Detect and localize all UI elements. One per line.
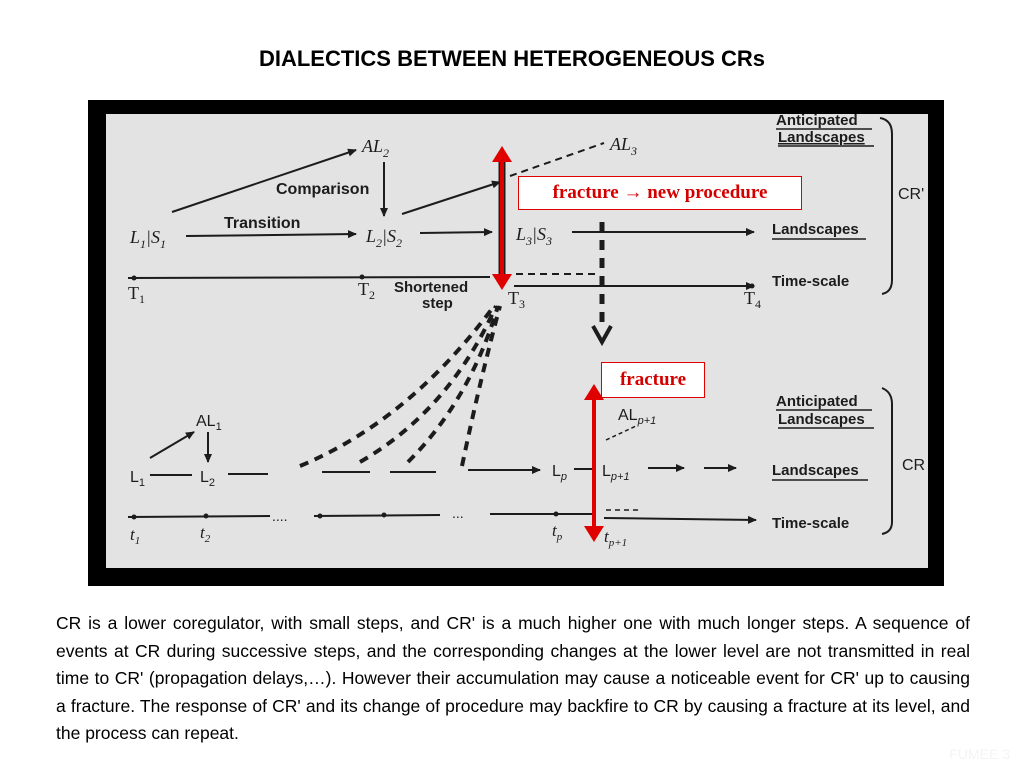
al1-label: $AL_1$ <box>196 413 222 433</box>
upper-time-line-left <box>128 277 490 278</box>
comparison-label: Comparison <box>276 181 370 198</box>
t3-label: $T_3$ <box>508 288 525 311</box>
l1-lower-label: $L_1$ <box>130 469 146 489</box>
tt1-label: $t_1$ <box>130 525 141 547</box>
backfire-arrow-down <box>593 222 611 342</box>
t1-label: $T_1$ <box>128 283 145 306</box>
upper-brace-bottom <box>882 210 892 294</box>
upper-anticipated-landscapes-label: Landscapes <box>778 129 865 146</box>
lower-fracture-head-bottom <box>584 526 604 542</box>
alp1-label: $AL_{p+1}$ <box>618 407 657 427</box>
lower-time-seg-1 <box>128 516 270 517</box>
l2s2-label: $L_2|S_2$ <box>366 226 402 250</box>
lower-brace-top <box>882 388 892 460</box>
fracture-new-procedure-callout: fracture → new procedure <box>518 176 802 210</box>
transition-label: Transition <box>224 215 301 232</box>
lower-anticipated-label: Anticipated <box>776 393 858 410</box>
al2-label: $AL_2$ <box>362 136 390 160</box>
accumulation-dashed-lines <box>300 306 500 466</box>
lower-anticipated-landscapes-label: Landscapes <box>778 411 865 428</box>
accumulation-line-4 <box>462 306 500 466</box>
transition-arrow <box>186 234 356 236</box>
lower-tick-4 <box>382 513 387 518</box>
tt2-tick <box>204 514 209 519</box>
cr-label: CR <box>902 457 926 474</box>
slide-footer: FUMEE 3 <box>949 746 1010 762</box>
tt2-label: $t_2$ <box>200 523 211 545</box>
l2-lower-label: $L_2$ <box>200 469 216 489</box>
lower-brace-bottom <box>882 460 892 534</box>
upper-brace-top <box>880 118 892 210</box>
cr-prime-label: CR' <box>898 186 925 203</box>
lower-level-cr <box>128 388 925 549</box>
ttp-tick <box>554 512 559 517</box>
lower-time-seg-2 <box>314 515 440 516</box>
step-label: step <box>422 295 453 312</box>
l2-to-l3-arrow <box>420 232 492 233</box>
lower-landscapes-label: Landscapes <box>772 462 859 479</box>
t2-label: $T_2$ <box>358 279 375 302</box>
al3-label: $AL_3$ <box>610 134 638 158</box>
shortened-label: Shortened <box>394 279 469 296</box>
upper-time-scale-label: Time-scale <box>772 273 850 290</box>
lower-time-seg-4 <box>604 518 756 520</box>
dashed-to-al3 <box>510 143 604 176</box>
ttp-label: $t_p$ <box>552 521 563 543</box>
lp-to-alp1-dashed <box>606 426 636 440</box>
fracture-callout: fracture <box>601 362 705 398</box>
backfire-arrowhead <box>593 326 611 342</box>
upper-landscapes-label: Landscapes <box>772 221 859 238</box>
comparison-arrow <box>402 182 500 214</box>
ttp1-label: $t_{p+1}$ <box>604 527 628 549</box>
slide-title: DIALECTICS BETWEEN HETEROGENEOUS CRs <box>258 46 766 71</box>
tt1-tick <box>132 515 137 520</box>
upper-level-cr-prime <box>128 112 924 312</box>
lp-label: $L_p$ <box>552 463 568 483</box>
upper-anticipated-label: Anticipated <box>776 112 858 129</box>
t1-tick <box>132 276 137 281</box>
lower-dots-2: ... <box>452 505 464 521</box>
lp1-label: $L_{p+1}$ <box>602 463 630 483</box>
upper-fracture-head-top <box>492 146 512 162</box>
l1s1-label: $L_1|S_1$ <box>130 227 166 251</box>
slide-body-text: CR is a lower coregulator, with small steps, and CR' is a much higher one with much longer steps. A sequence of events at CR during successive steps, and the corresponding changes at the lower level are not transmitted in real time to CR' (propagation delays,…). However their accumulation may cause a noticeable event for CR' up to causing a fracture. The response of CR' and its change of procedure may backfire to CR by causing a fracture at its level, and the process can repeat. <box>56 613 970 743</box>
t4-label: $T_4$ <box>744 288 761 311</box>
l1-to-al1-arrow <box>150 432 194 458</box>
l3s3-label: $L_3|S_3$ <box>516 224 552 248</box>
accumulation-line-1 <box>300 306 494 466</box>
lower-time-scale-label: Time-scale <box>772 515 850 532</box>
lower-tick-3 <box>318 514 323 519</box>
lower-dots-1: .... <box>272 508 288 524</box>
